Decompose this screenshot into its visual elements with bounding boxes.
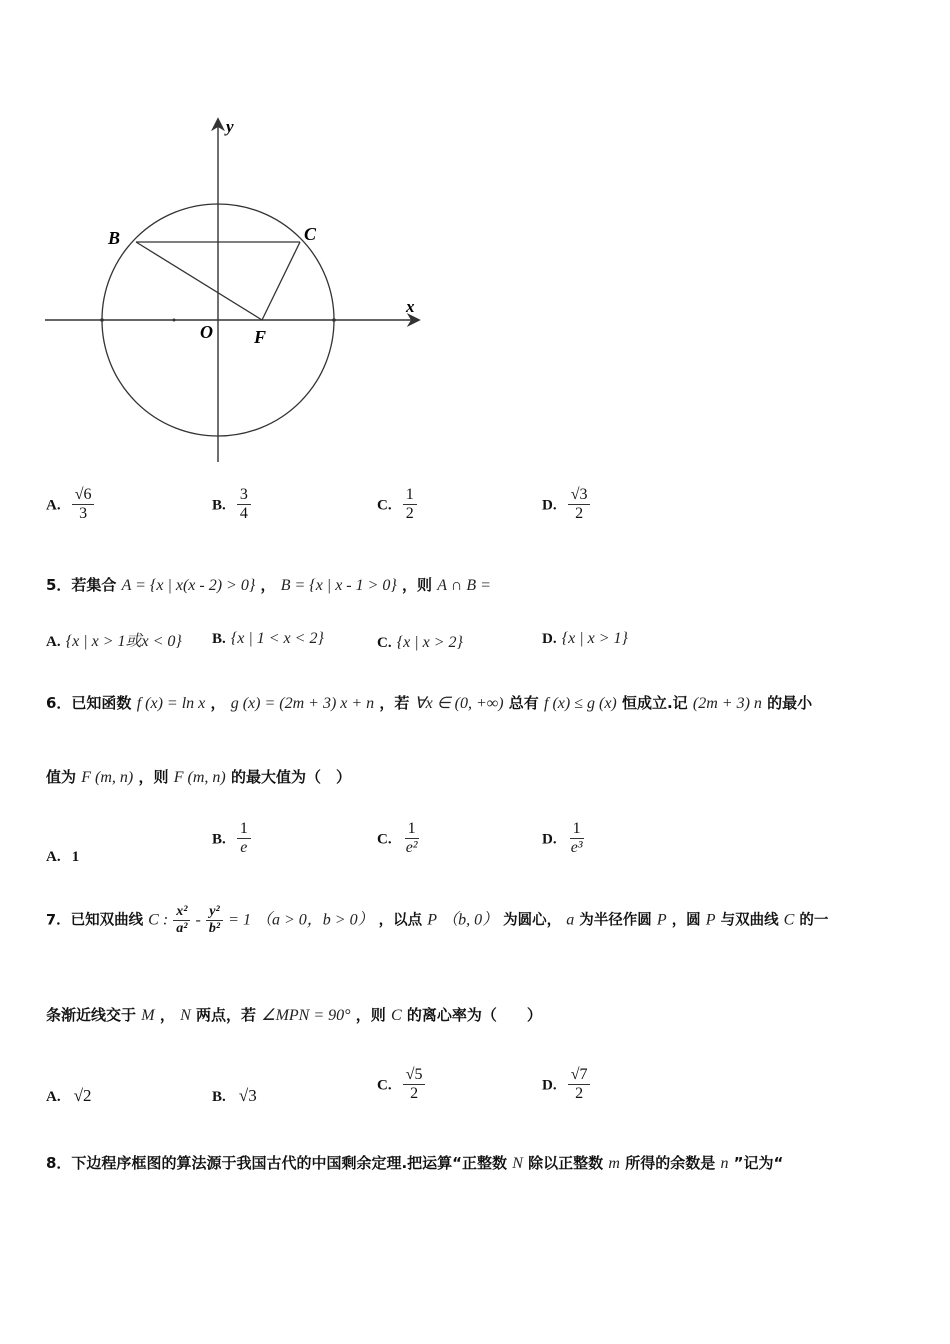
fraction-numerator: √3 (568, 486, 591, 505)
segment-cf (262, 242, 300, 320)
q4-option-b[interactable] (212, 486, 251, 524)
option-letter: D. (542, 831, 557, 848)
question-6-line-1 (46, 692, 812, 713)
option-letter: C. (377, 1077, 392, 1094)
hyperbola-name: C : (148, 911, 169, 929)
q7-option-b[interactable] (212, 1086, 257, 1106)
text: 为圆心， (503, 912, 562, 929)
fraction-denominator: a² (176, 921, 188, 937)
option-letter: D. (542, 497, 557, 514)
label-y: y (226, 117, 234, 136)
var-n: N (180, 1007, 191, 1024)
point-mid (173, 319, 176, 322)
option-letter: B. (212, 497, 226, 514)
text: 所得的余数是 (625, 1154, 716, 1172)
product-expr: (2m + 3) n (692, 695, 762, 712)
q6-option-c[interactable] (377, 820, 421, 858)
text: 除以正整数 (528, 1154, 604, 1172)
var-n: N (512, 1155, 523, 1172)
option-letter: A. (46, 497, 61, 514)
text-max: 的最大值为（ ） (230, 768, 351, 786)
label-b: B (108, 228, 121, 248)
text: ”记为“ (733, 1154, 784, 1172)
q4-option-a[interactable] (46, 486, 94, 524)
fraction-numerator: 1 (405, 820, 419, 839)
fraction-numerator: √7 (568, 1066, 591, 1085)
text: ，则 (355, 1006, 386, 1024)
option-text: √3 (238, 1086, 257, 1105)
question-7-line-1 (46, 904, 828, 937)
angle-expr: ∠MPN = 90° (261, 1007, 351, 1024)
segment-bf (136, 242, 262, 320)
point-right (332, 318, 336, 322)
q5-option-d[interactable] (542, 628, 628, 648)
question-label: 6．已知函数 (46, 694, 132, 712)
q5-option-b[interactable] (212, 628, 324, 648)
fraction-numerator: 1 (570, 820, 584, 839)
text-if: ，若 (379, 694, 410, 712)
q5-option-c[interactable] (377, 632, 463, 652)
q6-option-b[interactable] (212, 820, 251, 858)
intersection-expr: A ∩ B = (437, 577, 491, 594)
option-text: {x | x > 2} (396, 634, 463, 651)
var-p: P (656, 911, 667, 929)
option-text: {x | 1 < x < 2} (230, 630, 324, 647)
option-letter: A. (46, 1089, 61, 1105)
fraction-denominator: 2 (410, 1085, 419, 1103)
text-value: 值为 (46, 768, 77, 786)
var-c: C (391, 1007, 402, 1024)
comma: ， (210, 694, 226, 712)
function-f: f (x) = ln x (136, 695, 206, 712)
text: 与双曲线 (720, 912, 779, 929)
fraction-numerator: 1 (403, 486, 417, 505)
text: ，圆 (671, 912, 701, 929)
option-letter: B. (212, 1089, 226, 1105)
set-a: A = {x | x(x - 2) > 0} (121, 577, 256, 594)
fraction-denominator: 2 (405, 505, 414, 523)
function-F: F (m, n) (81, 769, 134, 786)
q4-option-c[interactable] (377, 486, 417, 524)
fraction-denominator: 3 (79, 505, 88, 523)
text-holds: 恒成立.记 (621, 694, 688, 712)
fraction-numerator: y² (206, 904, 222, 921)
var-p: P (427, 911, 438, 929)
fraction-numerator: √6 (72, 486, 95, 505)
equals-one: = 1 (228, 911, 251, 929)
text: 的离心率为（ ） (406, 1006, 542, 1024)
option-letter: C. (377, 831, 392, 848)
fraction-numerator: 3 (237, 486, 251, 505)
text: 为半径作圆 (579, 912, 652, 929)
text: ， (159, 1006, 175, 1024)
q5-option-a[interactable] (46, 628, 182, 651)
fraction-denominator: e² (405, 839, 418, 857)
text-always: 总有 (508, 694, 539, 712)
separator: ， (260, 576, 276, 594)
text: 条渐近线交于 (46, 1006, 137, 1024)
option-text: 1 (71, 849, 80, 865)
set-b: B = {x | x - 1 > 0} (280, 577, 397, 594)
text: ，以点 (378, 912, 423, 929)
var-n-lower: n (720, 1155, 729, 1172)
option-letter: A. (46, 634, 61, 650)
inequality: f (x) ≤ g (x) (544, 695, 617, 712)
text: 的一 (799, 912, 829, 929)
q6-option-d[interactable] (542, 820, 586, 858)
option-letter: C. (377, 497, 392, 514)
fraction-denominator: e (240, 839, 248, 857)
var-m: m (608, 1155, 620, 1172)
point-left (100, 318, 104, 322)
q7-option-d[interactable] (542, 1066, 590, 1104)
label-c: C (304, 224, 317, 244)
then-text: ，则 (402, 576, 433, 594)
label-o: O (200, 322, 213, 342)
fraction-denominator: e³ (570, 839, 583, 857)
question-label: 5．若集合 (46, 576, 117, 594)
function-g: g (x) = (2m + 3) x + n (230, 695, 375, 712)
fraction-numerator: 1 (237, 820, 251, 839)
var-m: M (141, 1007, 155, 1024)
question-8 (46, 1152, 783, 1173)
q7-option-a[interactable] (46, 1086, 92, 1106)
minus-sign: - (195, 911, 201, 929)
option-letter: B. (212, 631, 226, 647)
option-text: {x | x > 1或x < 0} (65, 633, 182, 650)
question-label: 7．已知双曲线 (46, 912, 144, 929)
q4-option-d[interactable] (542, 486, 590, 524)
label-x: x (406, 297, 415, 316)
point-coords: （b, 0） (442, 911, 499, 929)
fraction-numerator: √5 (403, 1066, 426, 1085)
var-c: C (783, 911, 795, 929)
q6-option-a[interactable] (46, 846, 79, 866)
fraction-denominator: b² (208, 921, 221, 937)
option-text: √2 (73, 1086, 92, 1105)
text-min: 的最小 (767, 694, 813, 712)
label-f: F (254, 327, 267, 347)
fraction-denominator: 2 (575, 505, 584, 523)
question-6-line-2 (46, 766, 351, 787)
option-text: {x | x > 1} (561, 630, 628, 647)
question-7-line-2 (46, 1004, 542, 1025)
fraction-numerator: x² (173, 904, 190, 921)
option-letter: C. (377, 635, 392, 651)
option-letter: B. (212, 831, 226, 848)
function-F: F (m, n) (173, 769, 226, 786)
text: 两点，若 (195, 1006, 256, 1024)
option-letter: A. (46, 849, 61, 865)
var-p: P (705, 911, 716, 929)
forall-expr: ∀x ∈ (0, +∞) (414, 695, 504, 712)
text-then: ，则 (138, 768, 169, 786)
q7-option-c[interactable] (377, 1066, 425, 1104)
fraction-denominator: 2 (575, 1085, 584, 1103)
question-5 (46, 574, 491, 595)
option-letter: D. (542, 631, 557, 647)
fraction-denominator: 4 (239, 505, 248, 523)
var-a: a (566, 911, 575, 929)
text: 8．下边程序框图的算法源于我国古代的中国剩余定理.把运算“正整数 (46, 1154, 507, 1172)
conditions: （a > 0，b > 0） (256, 911, 374, 929)
option-letter: D. (542, 1077, 557, 1094)
circle-figure (40, 110, 430, 470)
